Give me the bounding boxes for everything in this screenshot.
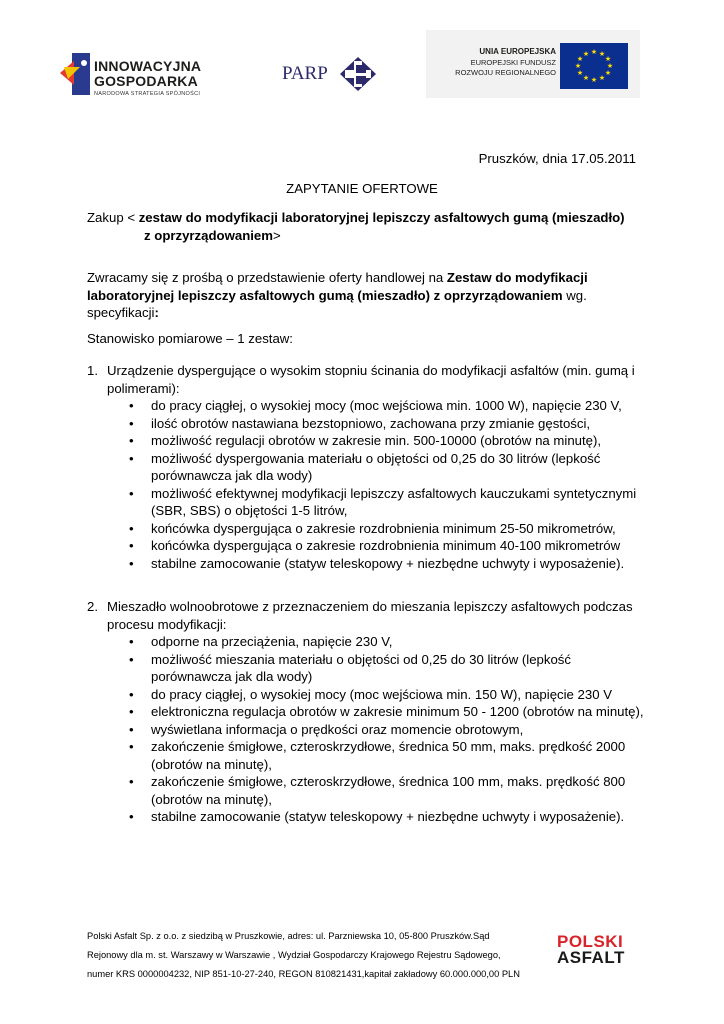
svg-text:★: ★ [606,62,614,70]
svg-text:★: ★ [576,55,584,63]
ig-emblem-icon [58,53,92,95]
eu-flag-icon [560,43,628,89]
footer-line1: Polski Asfalt Sp. z o.o. z siedzibą w Pruszkowie, adres: ul. Parzniewska 10, 05-800 Pruszków.Sąd [87,931,490,941]
list-item: • stabilne zamocowanie (statyw teleskopowy + niezbędne uchwyty i wyposażenie). [87,555,647,573]
item-number: 2. [87,599,98,614]
svg-text:★: ★ [590,48,598,56]
ig-logo-line1: INNOWACYJNA [94,58,202,74]
list-item: • wyświetlana informacja o prędkości oraz momencie obrotowym, [87,721,647,739]
eu-logo-line2: EUROPEJSKI FUNDUSZ [470,58,556,67]
eu-logo-line1: UNIA EUROPEJSKA [479,47,556,56]
intro-part2: wg. specyfikacji [87,287,587,320]
letter-intro [87,269,647,322]
list-item: • możliwość mieszania materiału o objętości od 0,25 do 30 litrów (lepkość porównawcza jak dla wody) [87,651,647,686]
spec-item-1 [87,362,647,572]
svg-text:★: ★ [582,50,590,58]
ig-logo-line2: GOSPODARKA [94,73,198,89]
stanowisko-heading: Stanowisko pomiarowe – 1 zestaw: [87,331,293,346]
list-item: • końcówka dyspergująca o zakresie rozdrobnienia minimum 25-50 mikrometrów, [87,520,647,538]
intro-bold: Zestaw do modyfikacji laboratoryjnej lepiszczy asfaltowych gumą (mieszadło) z oprzyrządowaniem [87,270,588,303]
letter-subject [87,209,647,244]
subject-suffix: > [272,227,281,243]
item-number: 1. [87,363,98,378]
eu-fund-logo [426,30,640,98]
subject-bold-line1: zestaw do modyfikacji laboratoryjnej lepiszczy asfaltowych gumą (mieszadło) [138,210,625,225]
svg-text:★: ★ [574,62,582,70]
svg-text:★: ★ [576,69,584,77]
polski-asfalt-logo-line2: ASFALT [557,948,625,967]
footer-line3: numer KRS 0000004232, NIP 851-10-27-240, REGON 810821431,kapitał zakładowy 60.000.000,00 PLN [87,969,520,979]
letter-title: ZAPYTANIE OFERTOWE [286,181,438,196]
list-item: • do pracy ciągłej, o wysokiej mocy (moc wejściowa min. 1000 W), napięcie 230 V, [87,397,647,415]
intro-part1: Zwracamy się z prośbą o przedstawienie oferty handlowej na [87,270,447,285]
eu-logo-line3: ROZWOJU REGIONALNEGO [455,68,556,77]
list-item: • możliwość regulacji obrotów w zakresie min. 500-10000 (obrotów na minutę), [87,432,647,450]
ig-logo-line3: NARODOWA STRATEGIA SPÓJNOŚCI [94,91,201,97]
polski-asfalt-logo-line1: POLSKI [557,932,624,951]
list-item: • zakończenie śmigłowe, czteroskrzydłowe, średnica 50 mm, maks. prędkość 2000 (obrotów na minutę), [87,738,647,773]
polski-asfalt-logo [557,934,637,966]
item-bullet-list [87,397,647,572]
svg-text:★: ★ [582,74,590,82]
list-item: • do pracy ciągłej, o wysokiej mocy (moc wejściowa min. 150 W), napięcie 230 V [87,686,647,704]
list-item: • odporne na przeciążenia, napięcie 230 V, [87,633,647,651]
svg-text:★: ★ [598,74,606,82]
svg-text:★: ★ [604,69,612,77]
innowacyjna-gospodarka-logo [58,47,208,103]
list-item: • stabilne zamocowanie (statyw teleskopowy + niezbędne uchwyty i wyposażenie). [87,808,647,826]
subject-bold-line2: z oprzyrządowaniem [144,227,273,243]
list-item: • zakończenie śmigłowe, czteroskrzydłowe, średnica 100 mm, maks. prędkość 800 (obrotów na minutę), [87,773,647,808]
list-item: • elektroniczna regulacja obrotów w zakresie minimum 50 - 1200 (obrotów na minutę), [87,703,647,721]
list-item: • możliwość efektywnej modyfikacji lepiszczy asfaltowych kauczukami syntetycznymi (SBR, SBS) o objętości 1-5 litrów, [87,485,647,520]
item-text: Mieszadło wolnoobrotowe z przeznaczeniem do mieszania lepiszczy asfaltowych podczas procesu modyfikacji: [107,599,633,632]
subject-prefix: Zakup < [87,210,139,225]
parp-logo-text: PARP [282,63,328,84]
intro-colon: : [154,305,159,320]
svg-text:★: ★ [590,76,598,84]
item-bullet-list [87,633,647,826]
list-item: • końcówka dyspergująca o zakresie rozdrobnienia minimum 40-100 mikrometrów [87,537,647,555]
svg-text:★: ★ [604,55,612,63]
company-footer [87,927,520,984]
parp-emblem-icon [340,57,376,91]
list-item: • możliwość dyspergowania materiału o objętości od 0,25 do 30 litrów (lepkość porównawcza jak dla wody) [87,450,647,485]
spec-item-2 [87,598,647,826]
letter-date: Pruszków, dnia 17.05.2011 [478,151,636,166]
footer-line2: Rejonowy dla m. st. Warszawy w Warszawie , Wydział Gospodarczy Krajowego Rejestru Sądowego, [87,950,501,960]
svg-text:★: ★ [598,50,606,58]
parp-logo [282,57,378,91]
item-text: Urządzenie dyspergujące o wysokim stopniu ścinania do modyfikacji asfaltów (min. gumą i polimerami): [107,363,635,396]
list-item: • ilość obrotów nastawiana bezstopniowo, zachowana przy zmianie gęstości, [87,415,647,433]
